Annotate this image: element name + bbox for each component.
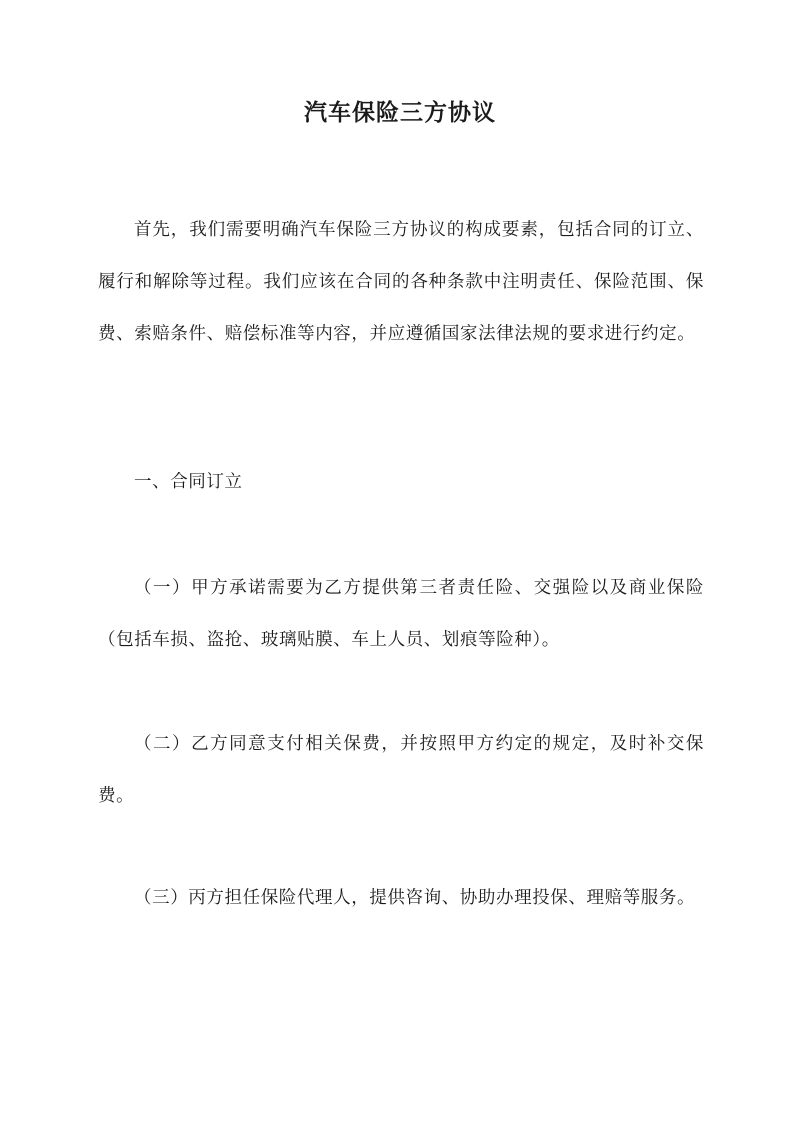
clause-item-3: （三）丙方担任保险代理人，提供咨询、协助办理投保、理赔等服务。 [134,888,696,908]
intro-paragraph: 首先，我们需要明确汽车保险三方协议的构成要素，包括合同的订立、履行和解除等过程。我们应该在合同的各种条款中注明责任、保险范围、保费、索赔条件、赔偿标准等内容，并应遵循国家法律法规的要求进行约定。 [98,220,704,344]
clause-item-2: （二）乙方同意支付相关保费，并按照甲方约定的规定，及时补交保费。 [98,734,704,806]
document-title: 汽车保险三方协议 [304,99,496,126]
clause-item-1: （一）甲方承诺需要为乙方提供第三者责任险、交强险以及商业保险（包括车损、盗抢、玻璃贴膜、车上人员、划痕等险种）。 [98,578,704,650]
section-heading: 一、合同订立 [134,472,243,492]
